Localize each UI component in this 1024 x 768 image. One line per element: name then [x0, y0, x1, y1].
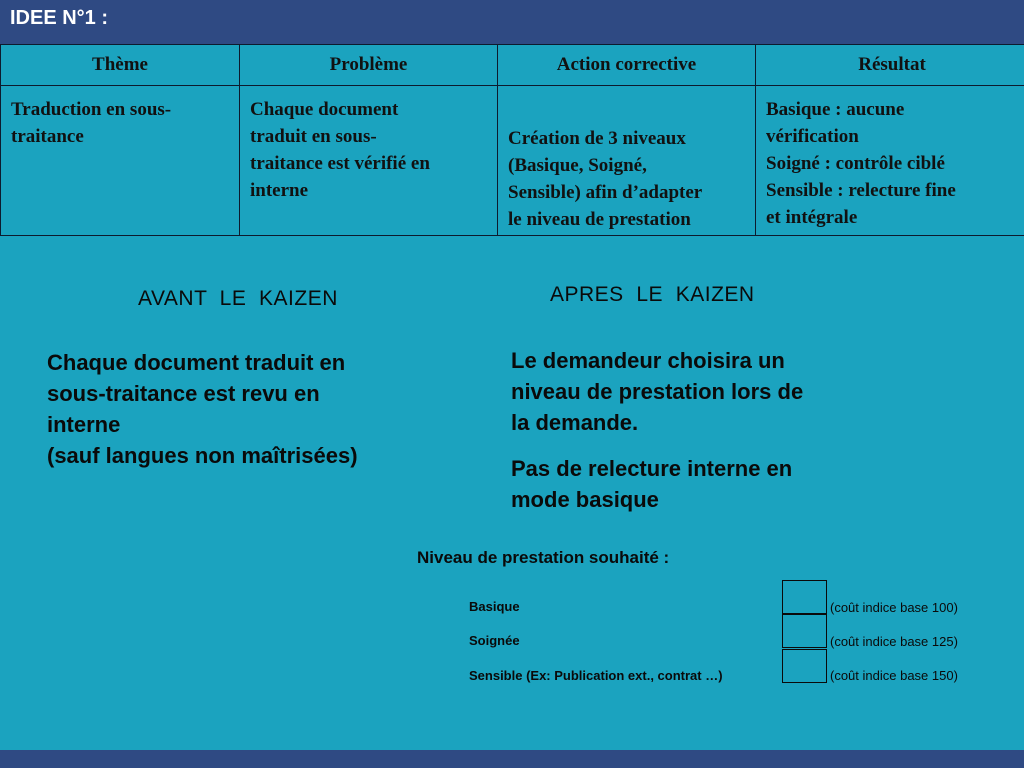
cell-resultat: Basique : aucune vérification Soigné : contrôle ciblé Sensible : relecture fine et intégrale: [756, 86, 1024, 236]
apres-text-2: Pas de relecture interne en mode basique: [511, 456, 793, 512]
cell-probleme: Chaque document traduit en sous- traitance est vérifié en interne: [240, 86, 498, 236]
option-soignee-label: Soignée: [469, 633, 520, 648]
option-basique-label: Basique: [469, 599, 520, 614]
option-sensible-label: Sensible (Ex: Publication ext., contrat …): [469, 668, 723, 683]
option-soignee-checkbox[interactable]: [782, 614, 827, 648]
avant-text: Chaque document traduit en sous-traitance est revu en interne (sauf langues non maîtrisées): [47, 350, 358, 468]
option-sensible-cost: (coût indice base 150): [830, 668, 958, 683]
footer-bar: [0, 750, 1024, 768]
apres-heading: APRES LE KAIZEN: [550, 283, 755, 306]
apres-text-1: Le demandeur choisira un niveau de prestation lors de la demande.: [511, 348, 804, 435]
header-action: Action corrective: [498, 45, 756, 86]
idea-table: [0, 44, 1024, 236]
option-soignee-cost: (coût indice base 125): [830, 634, 958, 649]
niveau-title: Niveau de prestation souhaité :: [417, 548, 670, 567]
cell-theme: Traduction en sous- traitance: [1, 86, 240, 236]
page-title: IDEE N°1 :: [10, 7, 109, 29]
table-header-row: [1, 45, 1024, 86]
table-row: [1, 86, 1024, 236]
cell-action: Création de 3 niveaux (Basique, Soigné, Sensible) afin d’adapter le niveau de prestation: [498, 86, 756, 236]
title-bar: [0, 0, 1024, 44]
option-basique-cost: (coût indice base 100): [830, 600, 958, 615]
header-theme: Thème: [1, 45, 240, 86]
option-sensible-checkbox[interactable]: [782, 649, 827, 683]
avant-heading: AVANT LE KAIZEN: [138, 287, 338, 310]
header-resultat: Résultat: [756, 45, 1024, 86]
option-basique-checkbox[interactable]: [782, 580, 827, 614]
header-probleme: Problème: [240, 45, 498, 86]
